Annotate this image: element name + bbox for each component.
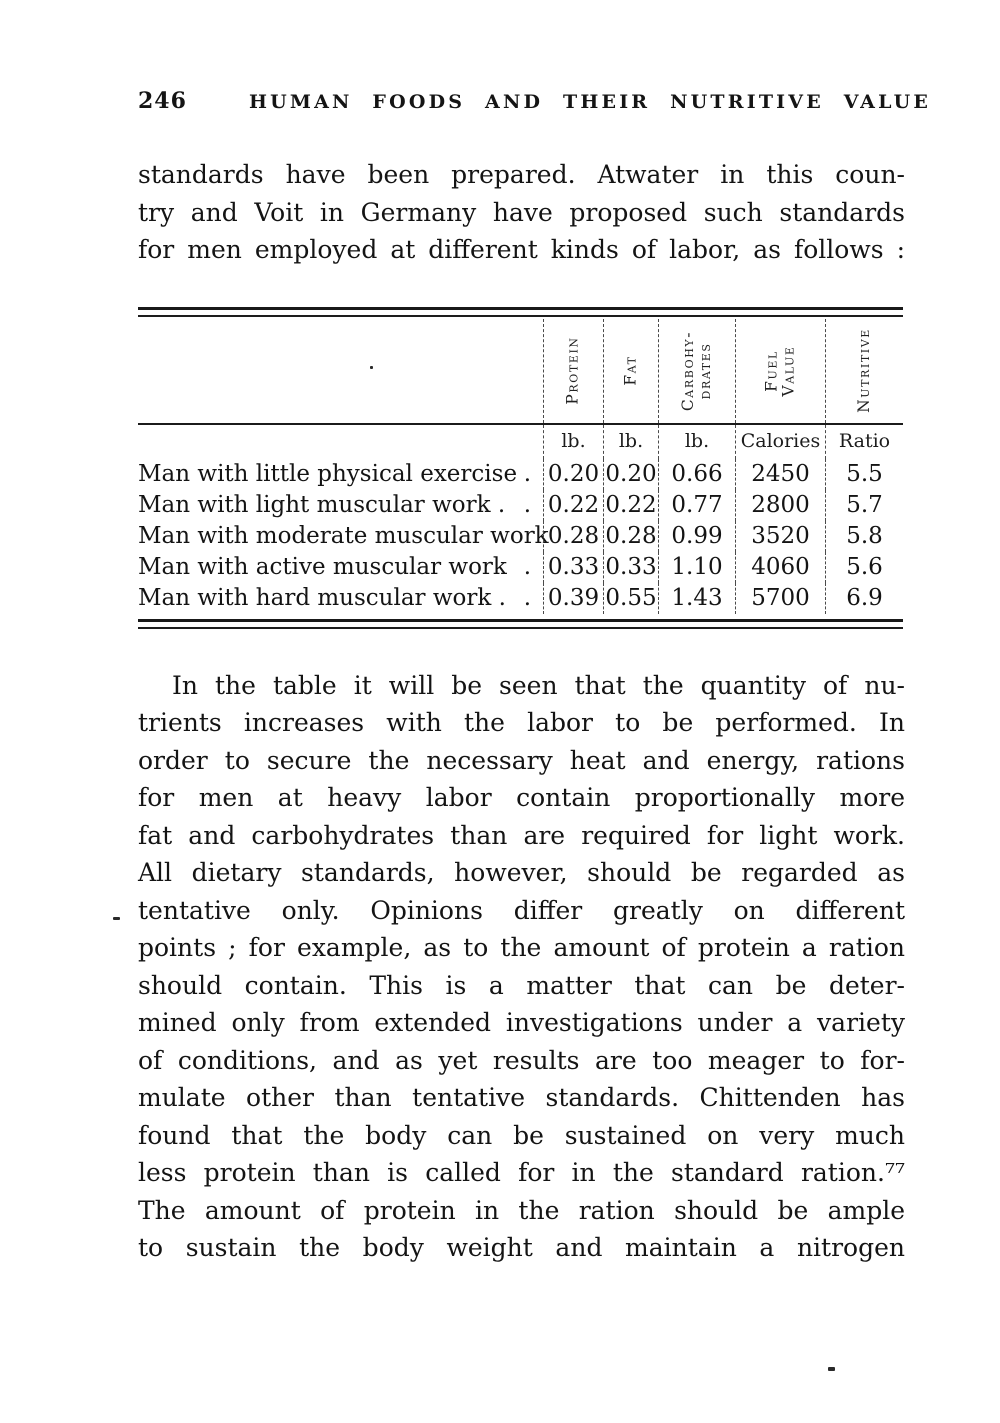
cell-fuel-value: 4060 [735,552,825,583]
text-line: try and Voit in Germany have proposed such standards [138,197,905,227]
table-top-rule [138,307,903,317]
cell-carbohydrates: 1.10 [658,552,735,583]
cell-carbohydrates: 0.66 [658,459,735,490]
unit-carbohydrates: lb. [658,425,735,459]
row-label-header [138,319,543,423]
unit-fuel-value: Calories [735,425,825,459]
dot-leader: . [523,460,531,487]
cell-protein: 0.20 [543,459,603,490]
column-header-fuel-value: Fuel Value [735,319,825,423]
page-header [138,88,932,114]
text-line: less protein than is called for in the standard ration.⁷⁷ [138,1158,905,1187]
page-number: 246 [138,88,187,114]
unit-nutritive-ratio: Ratio [825,425,903,459]
cell-carbohydrates: 1.43 [658,583,735,614]
dot-leader: . [523,491,531,518]
row-label: Man with light muscular work . . [138,490,543,521]
cell-carbohydrates: 0.99 [658,521,735,552]
text-line: All dietary standards, however, should be regarded as [138,858,905,887]
column-header-carbohydrates: Carbohy- drates [658,319,735,423]
text-line: trients increases with the labor to be performed. In [138,708,905,737]
cell-protein: 0.33 [543,552,603,583]
text-line: fat and carbohydrates than are required for light work. [138,820,905,850]
running-title: HUMAN FOODS AND THEIR NUTRITIVE VALUE [248,91,932,113]
text-line: mulate other than tentative standards. Chittenden has [138,1083,905,1112]
text-line: for men employed at different kinds of labor, as follows : [138,235,905,264]
cell-fuel-value: 3520 [735,521,825,552]
table-row [138,583,903,614]
table-row [138,521,903,552]
scan-speck [828,1367,835,1371]
table-row [138,459,903,490]
row-label: Man with little physical exercise . [138,459,543,490]
cell-fat: 0.33 [603,552,658,583]
cell-nutritive-ratio: 5.6 [825,552,903,583]
cell-carbohydrates: 0.77 [658,490,735,521]
text-line: found that the body can be sustained on very much [138,1120,905,1150]
cell-fat: 0.22 [603,490,658,521]
cell-fat: 0.28 [603,521,658,552]
text-line: order to secure the necessary heat and energy, rations [138,745,905,775]
row-label: Man with moderate muscular work [138,522,549,549]
text-line: mined only from extended investigations under a variety [138,1008,905,1037]
unit-fat: lb. [603,425,658,459]
table-row [138,552,903,583]
column-header-fat: Fat [603,319,658,423]
cell-fuel-value: 2800 [735,490,825,521]
cell-protein: 0.28 [543,521,603,552]
column-header-nutritive: Nutritive [825,319,903,423]
row-label: Man with hard muscular work . . [138,583,543,614]
text-line: tentative only. Opinions differ greatly on different [138,895,905,925]
cell-nutritive-ratio: 5.5 [825,459,903,490]
text-line: standards have been prepared. Atwater in this coun- [138,160,905,189]
cell-fuel-value: 5700 [735,583,825,614]
cell-fat: 0.55 [603,583,658,614]
text-line: for men at heavy labor contain proportionally more [138,783,905,812]
text-line: should contain. This is a matter that can be deter- [138,970,905,1000]
body-paragraph [138,667,905,1267]
cell-nutritive-ratio: 5.7 [825,490,903,521]
cell-protein: 0.39 [543,583,603,614]
units-label-cell [138,425,543,459]
text-line: The amount of protein in the ration should be ample [138,1195,905,1225]
dot-leader: . [523,553,531,580]
text-line: of conditions, and as yet results are too meager to for- [138,1045,905,1075]
text-line: to sustain the body weight and maintain a nitrogen [138,1233,905,1262]
scan-speck [113,917,120,920]
table-units-row [138,425,903,459]
cell-fat: 0.20 [603,459,658,490]
cell-nutritive-ratio: 6.9 [825,583,903,614]
table-bottom-rule [138,619,903,629]
intro-paragraph [138,156,905,269]
row-label: Man with active muscular work . [138,552,543,583]
column-header-protein: Protein [543,319,603,423]
table-row [138,490,903,521]
cell-nutritive-ratio: 5.8 [825,521,903,552]
dietary-standards-table [138,307,903,629]
cell-protein: 0.22 [543,490,603,521]
table-header-row [138,319,903,425]
unit-protein: lb. [543,425,603,459]
dot-leader: . [523,584,531,611]
text-line: In the table it will be seen that the quantity of nu- [172,670,905,700]
cell-fuel-value: 2450 [735,459,825,490]
text-line: points ; for example, as to the amount of protein a ration [138,933,905,962]
